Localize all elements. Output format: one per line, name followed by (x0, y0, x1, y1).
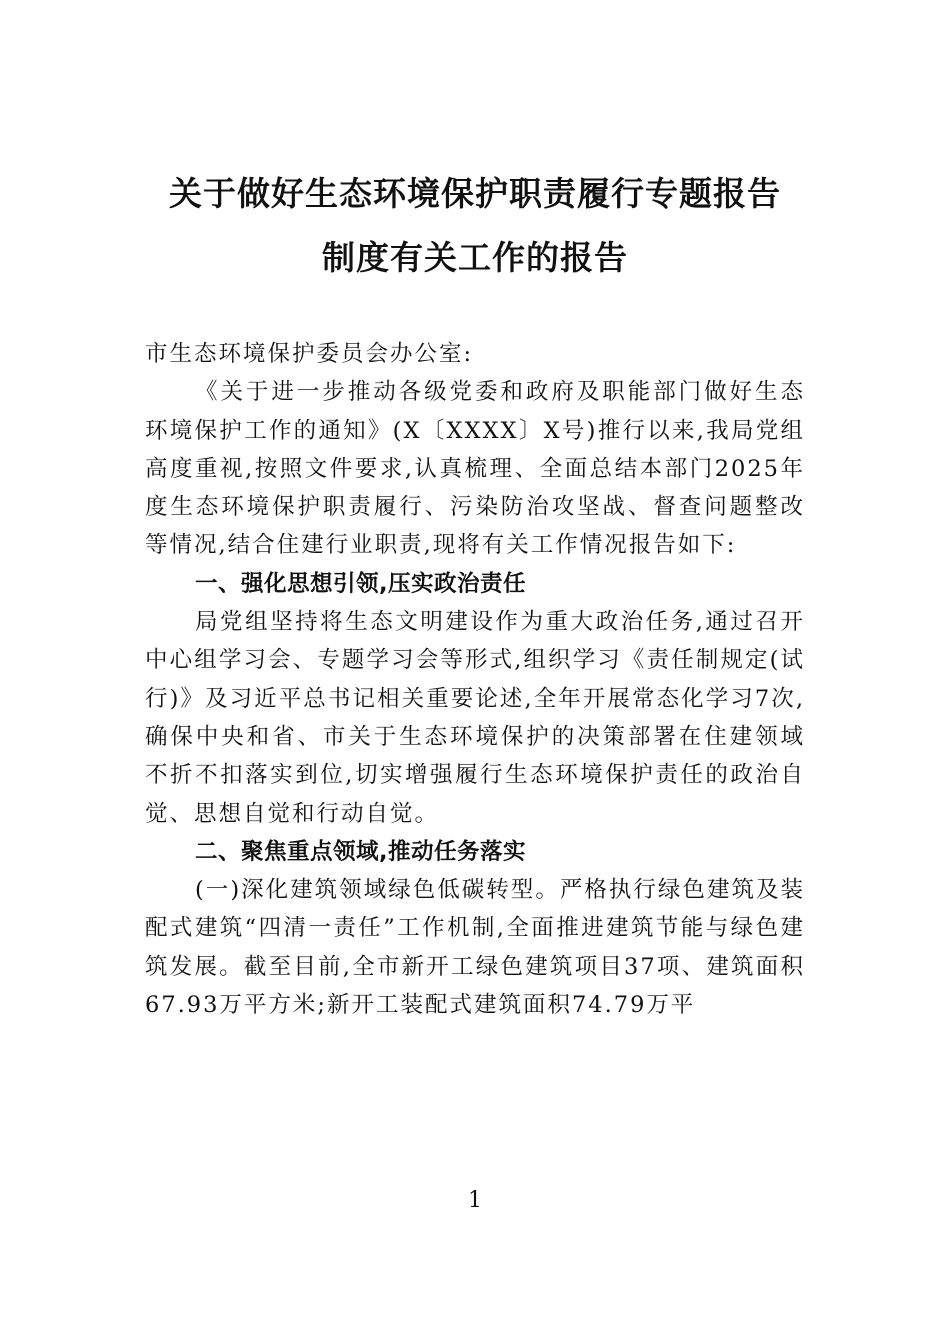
document-body (145, 335, 805, 1024)
addressee: 市生态环境保护委员会办公室: (145, 341, 474, 367)
section-2-paragraph: (一)深化建筑领域绿色低碳转型。严格执行绿色建筑及装配式建筑“四清一责任”工作机制,全面推进建筑节能与绿色建筑发展。截至目前,全市新开工绿色建筑项目37项、建筑面积67.93万平方米;新开工装配式建筑面积74.79万平 (145, 877, 805, 1019)
section-heading-2: 二、聚焦重点领域,推动任务落实 (195, 838, 527, 865)
section-1-paragraph: 局党组坚持将生态文明建设作为重大政治任务,通过召开中心组学习会、专题学习会等形式,组织学习《责任制规定(试行)》及习近平总书记相关重要论述,全年开展常态化学习7次,确保中央和省、市关于生态环境保护的决策部署在住建领域不折不扣落实到位,切实增强履行生态环境保护责任的政治自觉、思想自觉和行动自觉。 (145, 609, 805, 827)
page-number: 1 (468, 1188, 482, 1213)
document-title-line2: 制度有关工作的报告 (322, 238, 628, 277)
section-heading-1: 一、强化思想引领,压实政治责任 (195, 570, 527, 597)
intro-paragraph: 《关于进一步推动各级党委和政府及职能部门做好生态环境保护工作的通知》(X〔XXXX〕X号)推行以来,我局党组高度重视,按照文件要求,认真梳理、全面总结本部门2025年度生态环境保护职责履行、污染防治攻坚战、督查问题整改等情况,结合住建行业职责,现将有关工作情况报告如下: (145, 379, 805, 559)
document-title-line1: 关于做好生态环境保护职责履行专题报告 (169, 174, 781, 213)
